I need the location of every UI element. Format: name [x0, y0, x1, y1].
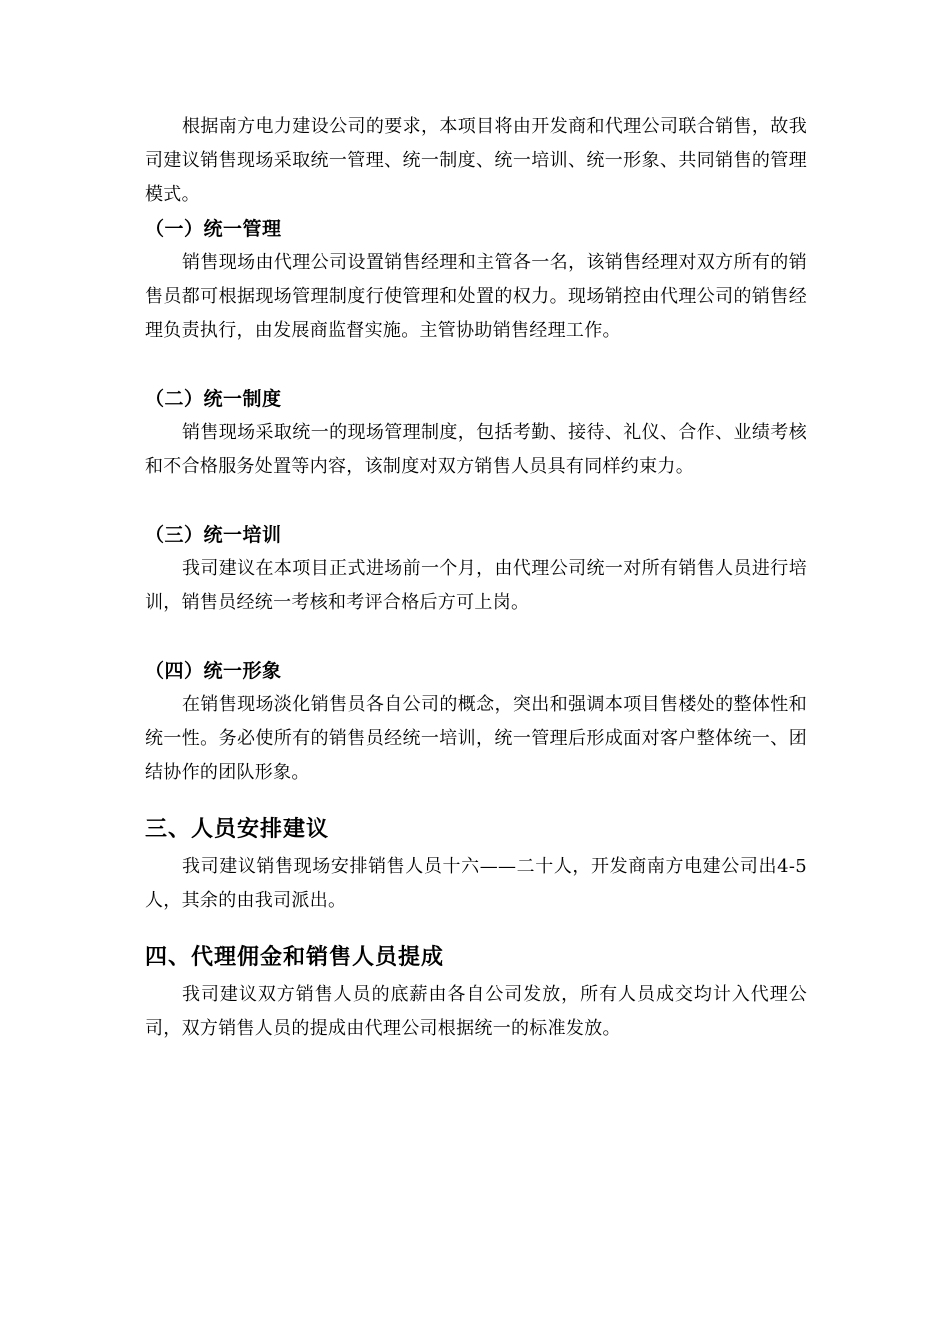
- spacer: [145, 484, 807, 518]
- section-heading-unified-management: （一）统一管理: [145, 218, 282, 240]
- intro-paragraph: 根据南方电力建设公司的要求，本项目将由开发商和代理公司联合销售，故我司建议销售现场采取统一管理、统一制度、统一培训、统一形象、共同销售的管理模式。: [145, 116, 807, 205]
- section-paragraph-unified-image: 在销售现场淡化销售员各自公司的概念，突出和强调本项目售楼处的整体性和统一性。务必使所有的销售员经统一培训，统一管理后形成面对客户整体统一、团结协作的团队形象。: [145, 694, 807, 783]
- spacer: [145, 918, 807, 938]
- spacer: [145, 348, 807, 382]
- section-paragraph-unified-management: 销售现场由代理公司设置销售经理和主管各一名，该销售经理对双方所有的销售员都可根据现场管理制度行使管理和处置的权力。现场销控由代理公司的销售经理负责执行，由发展商监督实施。主管协助销售经理工作。: [145, 252, 807, 341]
- section-heading-unified-training: （三）统一培训: [145, 524, 282, 546]
- chapter-paragraph-staffing: 我司建议销售现场安排销售人员十六——二十人，开发商南方电建公司出4-5人，其余的由我司派出。: [145, 856, 807, 911]
- chapter-paragraph-commission: 我司建议双方销售人员的底薪由各自公司发放，所有人员成交均计入代理公司，双方销售人员的提成由代理公司根据统一的标准发放。: [145, 984, 807, 1039]
- section-heading-unified-system: （二）统一制度: [145, 388, 282, 410]
- chapter-heading-staffing: 三、人员安排建议: [145, 817, 330, 842]
- chapter-heading-commission: 四、代理佣金和销售人员提成: [145, 945, 445, 970]
- document-page: [145, 110, 807, 1046]
- spacer: [145, 620, 807, 654]
- section-heading-unified-image: （四）统一形象: [145, 660, 282, 682]
- section-paragraph-unified-training: 我司建议在本项目正式进场前一个月，由代理公司统一对所有销售人员进行培训，销售员经统一考核和考评合格后方可上岗。: [145, 558, 807, 613]
- section-paragraph-unified-system: 销售现场采取统一的现场管理制度，包括考勤、接待、礼仪、合作、业绩考核和不合格服务处置等内容，该制度对双方销售人员具有同样约束力。: [145, 422, 807, 477]
- spacer: [145, 790, 807, 810]
